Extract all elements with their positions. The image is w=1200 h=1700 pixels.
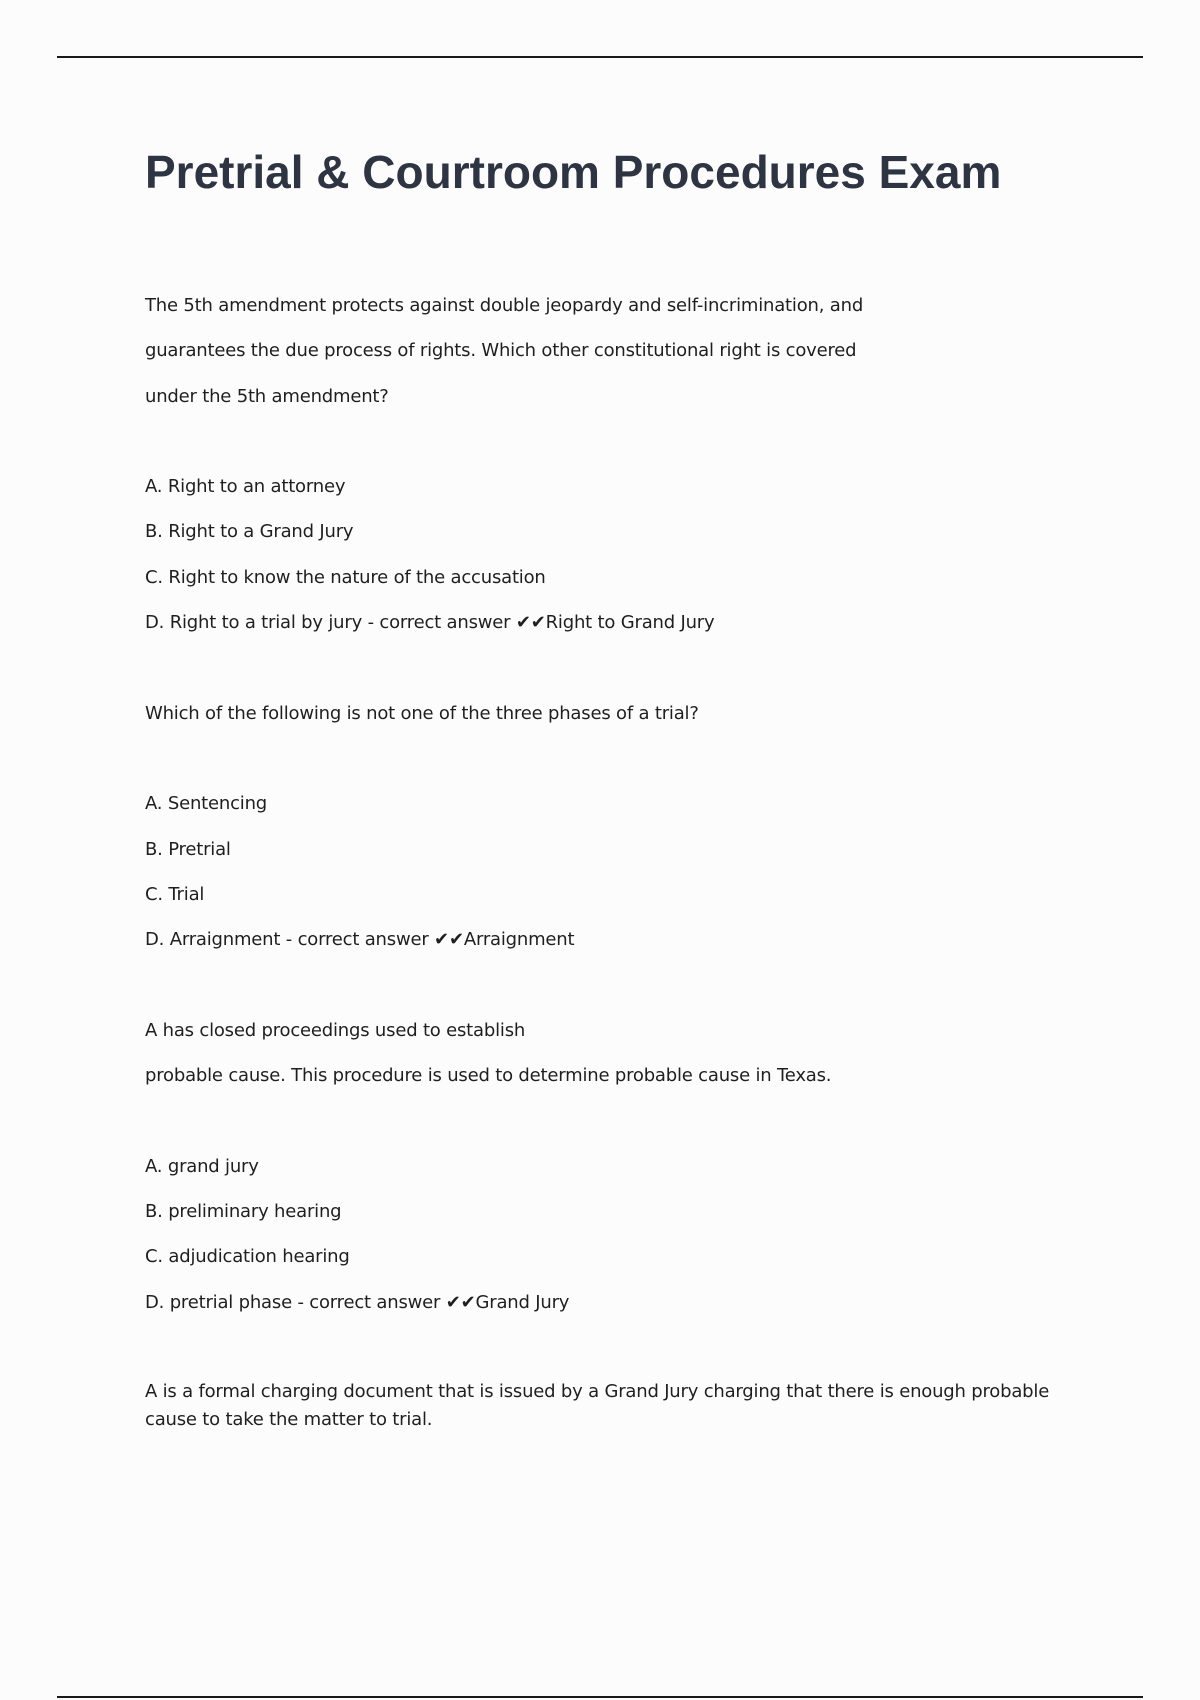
spacer	[145, 962, 1065, 1007]
spacer	[145, 645, 1065, 690]
question-1-option-b: B. Right to a Grand Jury	[145, 521, 354, 543]
question-1-option-d-answer: D. Right to a trial by jury - correct answer ✔✔Right to Grand Jury	[145, 612, 715, 634]
question-2-stem-line: Which of the following is not one of the three phases of a trial?	[145, 702, 699, 724]
page-title: Pretrial & Courtroom Procedures Exam	[145, 146, 1002, 198]
question-2-option-b: B. Pretrial	[145, 838, 231, 860]
question-3-option-d-answer: D. pretrial phase - correct answer ✔✔Grand Jury	[145, 1291, 570, 1313]
question-3-option-c: C. adjudication hearing	[145, 1246, 350, 1268]
spacer	[145, 1098, 1065, 1143]
spacer	[145, 736, 1065, 781]
spacer	[145, 419, 1065, 464]
question-2-option-d-answer: D. Arraignment - correct answer ✔✔Arraignment	[145, 929, 575, 951]
question-4-stem: A is a formal charging document that is issued by a Grand Jury charging that there is enough probable cause to take the matter to trial.	[145, 1381, 1050, 1431]
question-3-option-a: A. grand jury	[145, 1155, 259, 1177]
question-1-option-a: A. Right to an attorney	[145, 476, 346, 498]
question-1	[145, 283, 1065, 645]
question-2-option-c: C. Trial	[145, 883, 205, 905]
top-rule	[57, 56, 1143, 58]
question-3	[145, 1008, 1065, 1325]
question-2-option-a: A. Sentencing	[145, 793, 268, 815]
question-1-stem-line: guarantees the due process of rights. Which other constitutional right is covered	[145, 340, 857, 362]
question-3-stem-line: A has closed proceedings used to establish	[145, 1019, 526, 1041]
question-2	[145, 691, 1065, 963]
question-1-option-c: C. Right to know the nature of the accusation	[145, 566, 546, 588]
question-3-stem-line: probable cause. This procedure is used to determine probable cause in Texas.	[145, 1065, 832, 1087]
question-1-stem-line: under the 5th amendment?	[145, 385, 389, 407]
spacer	[145, 1325, 1065, 1370]
question-3-option-b: B. preliminary hearing	[145, 1200, 342, 1222]
bottom-rule	[57, 1696, 1143, 1698]
question-1-stem-line: The 5th amendment protects against double jeopardy and self-incrimination, and	[145, 295, 864, 316]
document-body	[145, 283, 1065, 1434]
